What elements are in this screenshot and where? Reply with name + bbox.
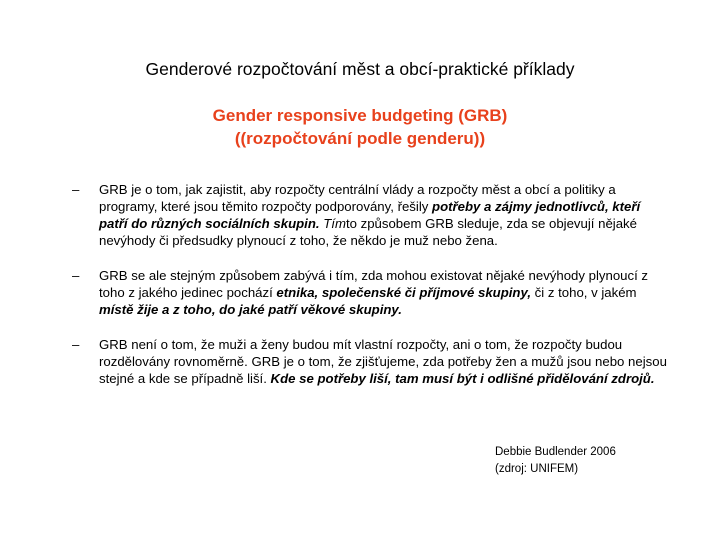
bullet-1-emphasis: potřeby a zájmy jednotlivců, kteří patří do různých sociálních skupin.	[99, 199, 641, 231]
bullet-2-text-mid: či z toho, v jakém	[531, 285, 637, 300]
bullet-dash: –	[72, 337, 80, 352]
bullet-dash: –	[72, 182, 80, 197]
bullet-1-text-end: to způsobem GRB sleduje, zda se objevují nějaké nevýhody či předsudky plynoucí z toho, že někdo je muž nebo žena.	[99, 216, 637, 248]
subtitle-line-2: ((rozpočtování podle genderu))	[234, 129, 486, 148]
bullet-3-emphasis: Kde se potřeby liší, tam musí být i odlišné přidělování zdrojů.	[270, 371, 655, 386]
bullet-1-italic-t: T	[319, 216, 332, 231]
bullet-item-3	[72, 336, 672, 387]
credit-source: (zdroj: UNIFEM)	[495, 463, 579, 475]
bullet-2-emphasis-2: místě žije a z toho, do jaké patří věkové skupiny.	[99, 302, 402, 317]
credit-block	[495, 444, 616, 478]
slide-title: Genderové rozpočtování měst a obcí-praktické příklady	[145, 59, 575, 79]
credit-author: Debbie Budlender 2006	[495, 446, 616, 458]
bullet-1-text: GRB je o tom, jak zajistit, aby rozpočty centrální vlády a rozpočty měst a obcí a politiky a programy, které jsou těmito rozpočty podporovány, řešily	[99, 182, 616, 214]
bullet-2-emphasis-1: etnika, společenské či příjmové skupiny,	[276, 285, 531, 300]
bullet-1-italic-im: ím	[331, 216, 346, 231]
bullet-item-1	[72, 181, 672, 249]
subtitle-line-1: Gender responsive budgeting (GRB)	[212, 106, 508, 125]
slide-subtitle	[0, 104, 720, 150]
bullet-list	[72, 181, 672, 405]
bullet-dash: –	[72, 268, 80, 283]
bullet-3-text: GRB není o tom, že muži a ženy budou mít vlastní rozpočty, ani o tom, že rozpočty budou rozdělovány rovnoměrně. GRB je o tom, že zjišťujeme, zda potřeby žen a mužů jsou nebo nejsou stejné a kde se případně liší.	[99, 337, 667, 386]
bullet-item-2	[72, 267, 672, 318]
bullet-2-text: GRB se ale stejným způsobem zabývá i tím, zda mohou existovat nějaké nevýhody plynoucí z toho z jakého jedinec pochází	[99, 268, 649, 300]
